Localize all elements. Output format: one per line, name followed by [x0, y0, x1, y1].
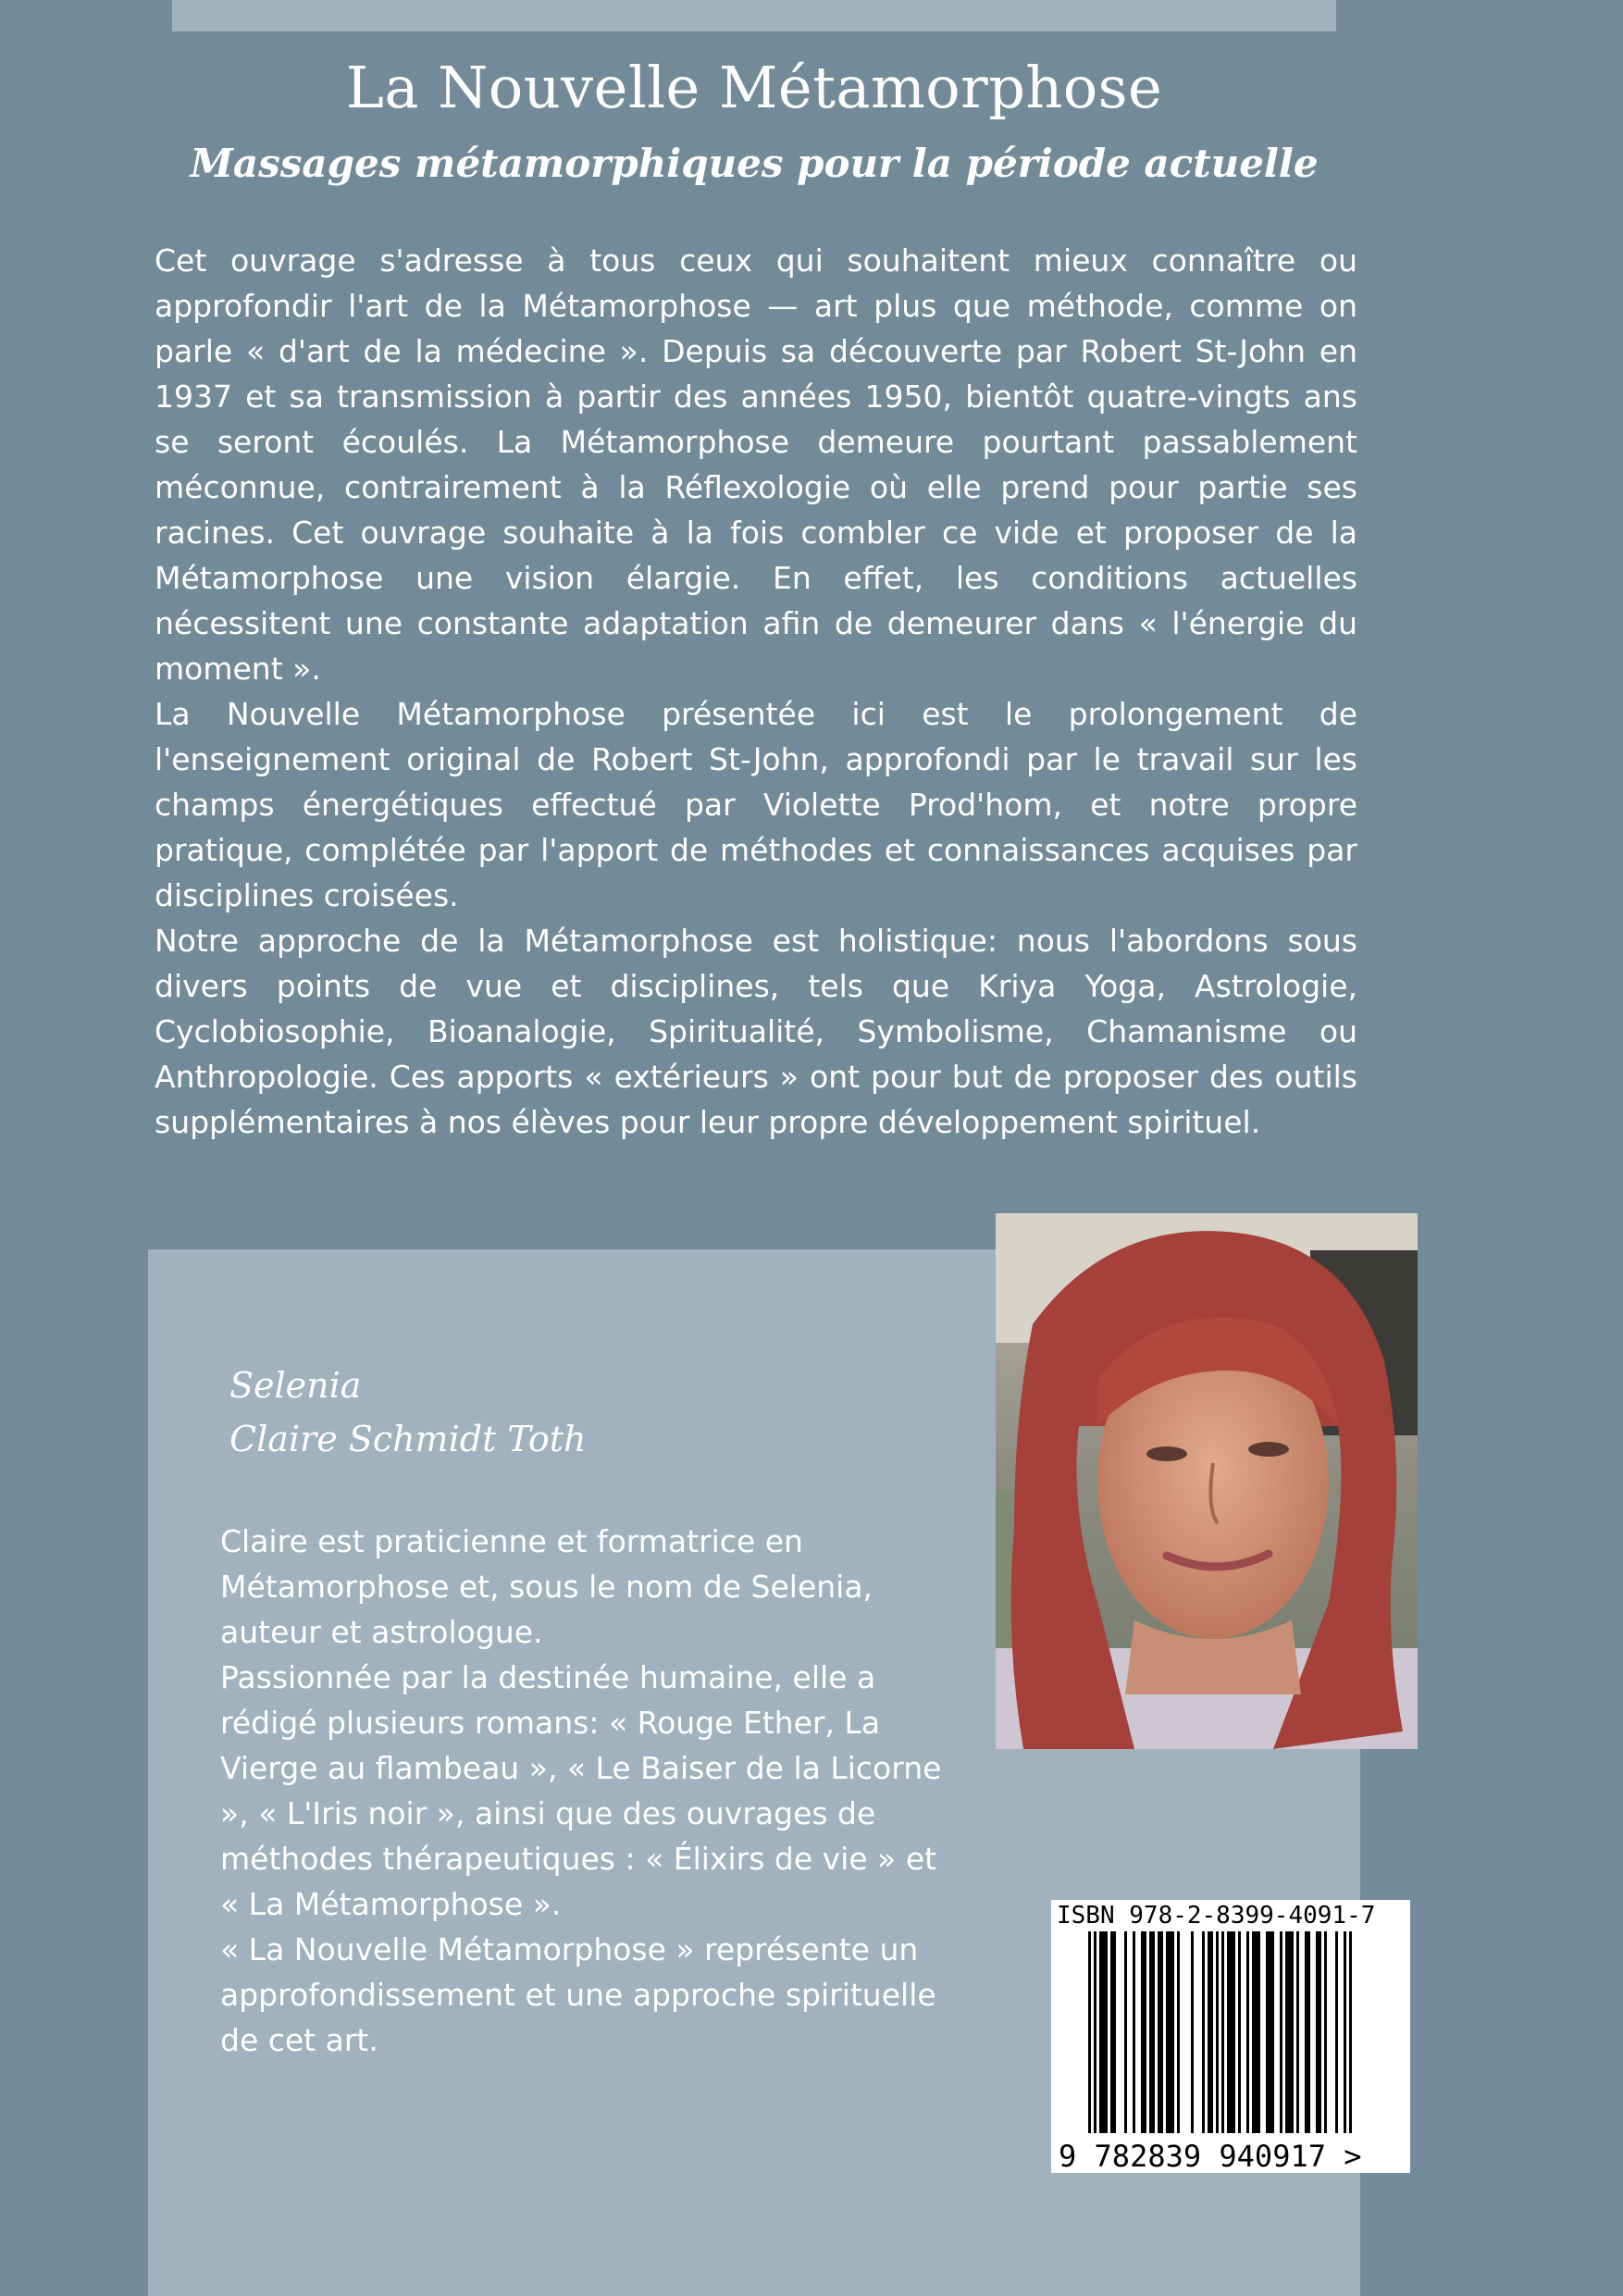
barcode-bar — [1335, 1931, 1338, 2133]
barcode-bar — [1149, 1931, 1152, 2133]
barcode-bar — [1088, 1931, 1091, 2133]
barcode-bar — [1216, 1931, 1219, 2133]
barcode-bar — [1152, 1931, 1155, 2133]
barcode-bar — [1349, 1931, 1352, 2133]
barcode-bar — [1291, 1931, 1294, 2133]
summary-paragraph: Notre approche de la Métamorphose est holistique: nous l'abordons sous divers points de vue et disciplines, tels que Kriya Yoga, Astrologie, Cyclobiosophie, Bioanalogie, Spiritualité, Symbolisme, Chamanisme ou Anthropologie. Ces apports « extérieurs » ont pour but de proposer des outils supplémentaires à nos élèves pour leur propre développement spirituel. — [155, 923, 1357, 1140]
isbn-barcode — [1051, 1900, 1410, 2173]
barcode-bar — [1105, 1931, 1108, 2133]
barcode-bar — [1202, 1931, 1205, 2133]
barcode-bar — [1280, 1931, 1282, 2133]
barcode-bar — [1238, 1931, 1241, 2133]
author-names — [229, 1359, 586, 1466]
barcode-bar — [1258, 1931, 1260, 2133]
summary-paragraph: La Nouvelle Métamorphose présentée ici est le prolongement de l'enseignement original de Robert St-John, approfondi par le travail sur les champs énergétiques effectué par Violette Prod'hom, et notre propre pratique, complétée par l'apport de méthodes et connaissances acquises par disciplines croisées. — [155, 696, 1357, 913]
barcode-bar — [1307, 1931, 1310, 2133]
barcode-bar — [1319, 1931, 1321, 2133]
author-portrait-image — [996, 1213, 1418, 1749]
barcode-bar — [1233, 1931, 1235, 2133]
barcode-bar — [1141, 1931, 1144, 2133]
barcode-bar — [1230, 1931, 1233, 2133]
barcode-bar — [1210, 1931, 1213, 2133]
barcode-bar — [1255, 1931, 1258, 2133]
book-subtitle: Massages métamorphiques pour la période actuelle — [190, 141, 1319, 186]
barcode-bar — [1102, 1931, 1105, 2133]
barcode-bar — [1266, 1931, 1269, 2133]
barcode-bar — [1191, 1931, 1194, 2133]
bio-paragraph: Claire est praticienne et formatrice en Métamorphose et, sous le nom de Selenia, auteur et astrologue. — [220, 1523, 873, 1650]
bio-paragraph: Passionnée par la destinée humaine, elle a rédigé plusieurs romans: « Rouge Ether, La Vierge au flambeau », « Le Baiser de la Licorne », « L'Iris noir », ainsi que des ouvrages de méthodes thérapeutiques : « Élixirs de vie » et « La Métamorphose ». — [220, 1659, 942, 1922]
barcode-bar — [1099, 1931, 1102, 2133]
barcode-bar — [1133, 1931, 1135, 2133]
barcode-bar — [1271, 1931, 1274, 2133]
barcode-bar — [1171, 1931, 1174, 2133]
barcode-bars — [1051, 1931, 1410, 2139]
barcode-bar — [1158, 1931, 1160, 2133]
barcode-bar — [1124, 1931, 1127, 2133]
barcode-bar — [1344, 1931, 1346, 2133]
book-title: La Nouvelle Métamorphose — [345, 54, 1163, 121]
barcode-bar — [1166, 1931, 1169, 2133]
barcode-bar — [1252, 1931, 1255, 2133]
barcode-bar — [1208, 1931, 1210, 2133]
barcode-bar — [1113, 1931, 1116, 2133]
barcode-bar — [1288, 1931, 1291, 2133]
barcode-bar — [1110, 1931, 1113, 2133]
author-photo — [996, 1213, 1418, 1749]
author-pen-name: Selenia — [229, 1365, 362, 1406]
barcode-bar — [1169, 1931, 1171, 2133]
barcode-bar — [1177, 1931, 1180, 2133]
barcode-bar — [1227, 1931, 1230, 2133]
barcode-bar — [1305, 1931, 1307, 2133]
barcode-bar — [1285, 1931, 1288, 2133]
bio-paragraph: « La Nouvelle Métamorphose » représente un approfondissement et une approche spirituelle de cet art. — [220, 1931, 936, 2058]
barcode-bar — [1221, 1931, 1224, 2133]
author-full-name: Claire Schmidt Toth — [229, 1419, 587, 1459]
barcode-bar — [1324, 1931, 1327, 2133]
summary-paragraph: Cet ouvrage s'adresse à tous ceux qui souhaitent mieux connaître ou approfondir l'art de la Métamorphose — art plus que méthode, comme on parle « d'art de la médecine ». Depuis sa découverte par Robert St-John en 1937 et sa transmission à partir des années 1950, bientôt quatre-vingts ans se seront écoulés. La Métamorphose demeure pourtant passablement méconnue, contrairement à la Réflexologie où elle prend pour partie ses racines. Cet ouvrage souhaite à la fois combler ce vide et proposer de la Métamorphose une vision élargie. En effet, les conditions actuelles nécessitent une constante adaptation afin de demeurer dans « l'énergie du moment ». — [155, 242, 1357, 687]
barcode-bar — [1094, 1931, 1096, 2133]
barcode-bar — [1160, 1931, 1163, 2133]
author-bio — [220, 1519, 960, 2063]
barcode-bar — [1246, 1931, 1249, 2133]
top-color-band — [172, 0, 1336, 31]
barcode-bar — [1296, 1931, 1299, 2133]
barcode-bar — [1144, 1931, 1146, 2133]
barcode-bar — [1316, 1931, 1319, 2133]
barcode-bar — [1269, 1931, 1271, 2133]
isbn-number: ISBN 978-2-8399-4091-7 — [1057, 1902, 1376, 1930]
back-cover-summary — [155, 238, 1357, 1145]
ean-digits: 9 782839 940917 > — [1059, 2139, 1362, 2174]
